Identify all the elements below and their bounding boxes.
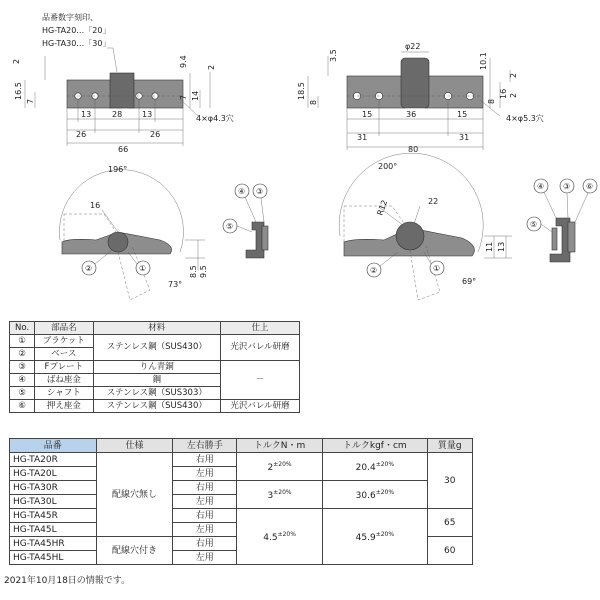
torque-nm-tolerance: ±20% xyxy=(277,531,296,538)
dim-2-r-mid: 2 xyxy=(509,92,518,98)
dim-18-5: 18.5 xyxy=(297,82,306,100)
col-no: No. xyxy=(10,322,35,335)
part-no: ② xyxy=(10,348,35,361)
dim-31-a: 31 xyxy=(357,133,368,142)
col-mass: 質量g xyxy=(427,439,472,453)
callout-5-left: ⑤ xyxy=(226,222,234,231)
dim-8-right: 8 xyxy=(487,98,496,104)
torque-kgf-value: 45.9 xyxy=(355,533,376,543)
part-material: ステンレス鋼（SUS303） xyxy=(93,387,221,400)
spec-table-header xyxy=(10,439,473,453)
col-material: 材料 xyxy=(93,322,221,335)
dim-9-4: 9.4 xyxy=(179,55,188,68)
dim-r12: R12 xyxy=(375,198,390,217)
torque-nm-value: 2 xyxy=(267,463,274,473)
torque-nm-value: 3 xyxy=(267,491,274,501)
part-name: シャフト xyxy=(35,387,93,400)
dim-8-left: 8 xyxy=(309,99,318,105)
dim-7-left: 7 xyxy=(26,98,35,104)
spec-cell: 配線穴付き xyxy=(96,537,173,565)
col-torque-kgf: トルクkgf・cm xyxy=(323,439,427,453)
hand-cell: 左用 xyxy=(173,467,237,481)
torque-nm-value: 4.5 xyxy=(263,533,278,543)
mass-cell: 60 xyxy=(427,537,472,565)
dim-14: 14 xyxy=(191,90,200,101)
dim-73deg: 73° xyxy=(168,280,183,289)
torque-kgf-cell xyxy=(323,509,427,565)
dim-196deg: 196° xyxy=(108,165,128,174)
dim-16: 16 xyxy=(499,88,508,99)
torque-kgf-tolerance: ±20% xyxy=(375,531,395,538)
part-no: ⑤ xyxy=(10,387,35,400)
hand-cell: 左用 xyxy=(173,495,237,509)
table-row xyxy=(10,361,300,374)
torque-nm-tolerance: ±20% xyxy=(273,461,292,468)
dim-69deg: 69° xyxy=(462,277,477,286)
dim-15-a: 15 xyxy=(362,110,373,119)
model-cell: HG-TA45L xyxy=(10,523,97,537)
torque-kgf-tolerance: ±20% xyxy=(375,489,395,496)
holes-right: 4×φ5.3穴 xyxy=(506,114,544,123)
callout-1-left: ① xyxy=(139,264,147,273)
dim-3-5: 3.5 xyxy=(329,49,338,62)
dim-26-a: 26 xyxy=(76,130,87,139)
table-row xyxy=(10,509,473,523)
dim-16-5: 16.5 xyxy=(14,82,23,100)
callout-3-left: ③ xyxy=(256,187,264,196)
hand-cell: 右用 xyxy=(173,453,237,467)
dim-2-left: 2 xyxy=(12,58,21,64)
dim-80: 80 xyxy=(408,145,419,154)
engraving-note-line2: HG-TA20…「20」 xyxy=(42,26,111,35)
model-cell: HG-TA45HR xyxy=(10,537,97,551)
dim-22-side: 22 xyxy=(428,197,439,206)
dim-phi22: φ22 xyxy=(405,42,421,51)
dim-2-r-top: 2 xyxy=(509,72,518,78)
dim-28: 28 xyxy=(112,110,123,119)
part-no: ⑥ xyxy=(10,400,35,413)
part-name: ベース xyxy=(35,348,93,361)
table-row xyxy=(10,481,473,495)
col-finish: 仕上 xyxy=(221,322,300,335)
dim-31-b: 31 xyxy=(459,133,470,142)
dim-13-b: 13 xyxy=(142,110,153,119)
torque-nm-tolerance: ±20% xyxy=(273,489,292,496)
torque-kgf-cell xyxy=(323,481,427,509)
right-side-view xyxy=(339,153,512,300)
part-name: ばね座金 xyxy=(35,374,93,387)
part-no: ① xyxy=(10,335,35,348)
part-material: りん青銅 xyxy=(93,361,221,374)
dim-16-side: 16 xyxy=(90,201,101,210)
mass-cell: 30 xyxy=(427,453,472,509)
hand-cell: 右用 xyxy=(173,537,237,551)
callout-4-left: ④ xyxy=(238,187,246,196)
dim-66: 66 xyxy=(118,145,129,154)
col-torque-nm: トルクN・m xyxy=(237,439,323,453)
part-material: ステンレス鋼（SUS430） xyxy=(93,335,221,361)
spec-cell: 配線穴無し xyxy=(96,453,173,537)
part-material: 鋼 xyxy=(93,374,221,387)
dim-2-right: 2 xyxy=(207,64,216,70)
col-model: 品番 xyxy=(10,439,97,453)
part-no: ③ xyxy=(10,361,35,374)
torque-nm-cell xyxy=(237,453,323,481)
dim-13-side: 13 xyxy=(497,241,506,252)
left-side-view xyxy=(59,170,205,300)
model-cell: HG-TA30L xyxy=(10,495,97,509)
callout-4-right: ④ xyxy=(537,182,545,191)
model-cell: HG-TA45R xyxy=(10,509,97,523)
dim-10-1: 10.1 xyxy=(479,52,488,70)
torque-kgf-tolerance: ±20% xyxy=(375,461,395,468)
torque-nm-cell xyxy=(237,509,323,565)
engraving-note-line1: 品番数字刻印、 xyxy=(42,13,98,22)
model-cell: HG-TA45HL xyxy=(10,551,97,565)
dim-11: 11 xyxy=(485,241,494,252)
model-cell: HG-TA20R xyxy=(10,453,97,467)
dim-36: 36 xyxy=(406,110,417,119)
spec-table xyxy=(9,438,473,565)
hand-cell: 右用 xyxy=(173,481,237,495)
part-name: 押え座金 xyxy=(35,400,93,413)
hand-cell: 右用 xyxy=(173,509,237,523)
dim-200deg: 200° xyxy=(378,162,398,171)
table-row xyxy=(10,335,300,348)
engraving-note-line3: HG-TA30…「30」 xyxy=(42,39,111,48)
part-material: ステンレス鋼（SUS430） xyxy=(93,400,221,413)
col-part-name: 部品名 xyxy=(35,322,93,335)
dim-7-right: 7 xyxy=(179,94,188,100)
right-section-view xyxy=(527,179,597,262)
callout-6-right: ⑥ xyxy=(586,182,594,191)
dim-8-5: 8.5 xyxy=(189,265,198,278)
col-hand: 左右勝手 xyxy=(173,439,237,453)
holes-left: 4×φ4.3穴 xyxy=(196,114,234,123)
callout-2-left: ② xyxy=(85,264,93,273)
callout-1-right: ① xyxy=(433,264,441,273)
dim-13-a: 13 xyxy=(81,110,92,119)
model-cell: HG-TA30R xyxy=(10,481,97,495)
footnote: 2021年10月18日の情報です。 xyxy=(4,576,131,586)
left-top-view xyxy=(25,56,210,146)
model-cell: HG-TA20L xyxy=(10,467,97,481)
part-no: ④ xyxy=(10,374,35,387)
parts-table-header xyxy=(10,322,300,335)
callout-2-right: ② xyxy=(370,266,378,275)
table-row xyxy=(10,453,473,467)
hand-cell: 左用 xyxy=(173,523,237,537)
col-spec: 仕様 xyxy=(96,439,173,453)
part-finish: 光沢バレル研磨 xyxy=(221,400,300,413)
callout-5-right: ⑤ xyxy=(530,220,538,229)
dim-9-5: 9.5 xyxy=(199,265,208,278)
part-name: ブラケット xyxy=(35,335,93,348)
dim-26-b: 26 xyxy=(150,130,161,139)
torque-kgf-cell xyxy=(323,453,427,481)
part-finish: － xyxy=(221,361,300,400)
parts-table xyxy=(9,321,300,413)
part-name: Fプレート xyxy=(35,361,93,374)
mass-cell: 65 xyxy=(427,509,472,537)
dim-15-b: 15 xyxy=(457,110,468,119)
torque-kgf-value: 20.4 xyxy=(355,463,376,473)
table-row xyxy=(10,400,300,413)
torque-kgf-value: 30.6 xyxy=(355,491,376,501)
callout-3-right: ③ xyxy=(563,182,571,191)
part-finish: 光沢バレル研磨 xyxy=(221,335,300,361)
torque-nm-cell xyxy=(237,481,323,509)
hand-cell: 左用 xyxy=(173,551,237,565)
